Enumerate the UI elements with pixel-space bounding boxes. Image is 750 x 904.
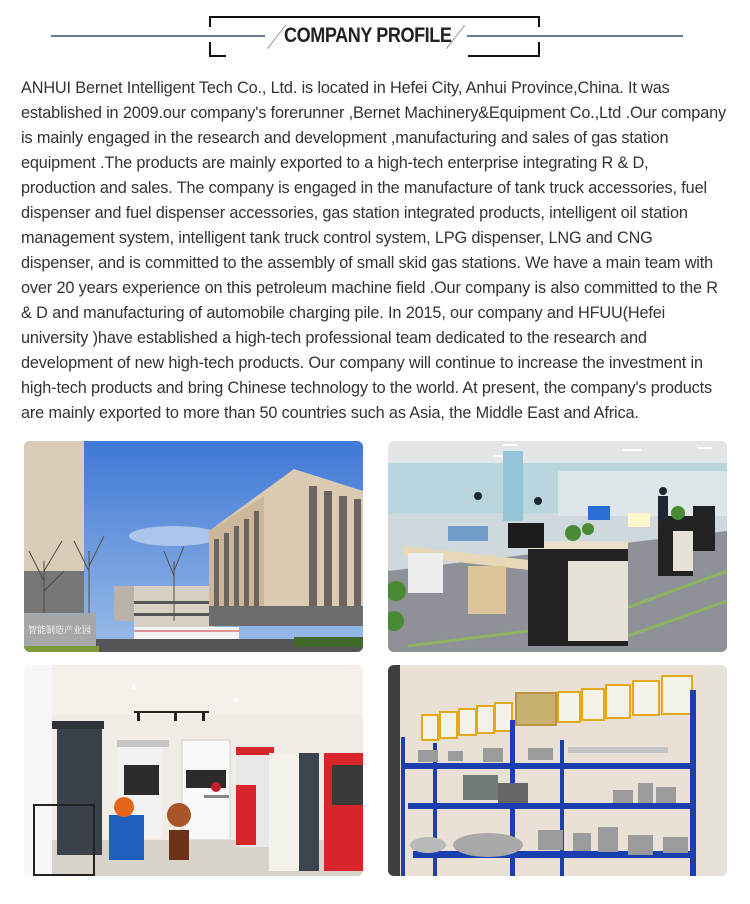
description-line: production and sales. The company is engaged in the manufacture of tank truck accessories, fuel xyxy=(21,179,707,197)
header-frame-top xyxy=(209,16,540,18)
header-frame-right-top xyxy=(538,16,540,27)
description-line: dispenser and fuel dispenser accessories, gas station integrated products, intelligent oil station xyxy=(21,204,688,222)
description-line: are mainly exported to more than 50 countries such as Asia, the Middle East and Africa. xyxy=(21,404,639,422)
header-line-right xyxy=(467,35,683,37)
company-description xyxy=(21,76,733,426)
header-line-left xyxy=(51,35,265,37)
description-line: is mainly engaged in the research and development ,manufacturing and sales of gas station xyxy=(21,129,669,147)
section-header xyxy=(0,0,750,70)
photo-dispenser-showroom xyxy=(24,665,363,876)
description-line: dispenser, and is committed to the assembly of small skid gas stations. We have a main team with xyxy=(21,254,714,272)
header-frame-bottom-right xyxy=(468,55,540,57)
header-frame-right-bottom xyxy=(538,42,540,56)
header-frame-left-top xyxy=(209,16,211,27)
office-illustration xyxy=(388,441,727,652)
shelves-illustration xyxy=(388,665,727,876)
sign-text: 智能制造产业园 xyxy=(28,626,92,636)
photo-product-shelves xyxy=(388,665,727,876)
description-line: equipment .The products are mainly exported to a high-tech enterprise integrating R & D, xyxy=(21,154,649,172)
description-line: over 20 years experience on this petroleum machine field .Our company is also committed to the R xyxy=(21,279,718,297)
description-line: & D and manufacturing of automobile charging pile. In 2015, our company and HFUU(Hefei xyxy=(21,304,666,322)
description-line: development of new high-tech products. Our company will continue to increase the investment in xyxy=(21,354,703,372)
photo-office-building xyxy=(24,441,363,652)
description-line: high-tech products and bring Chinese technology to the world. At present, the company's products xyxy=(21,379,713,397)
showroom-illustration xyxy=(24,665,363,876)
header-frame-bottom-left xyxy=(209,55,226,57)
description-line: established in 2009.our company's forerunner ,Bernet Machinery&Equipment Co.,Ltd .Our company xyxy=(21,104,727,122)
section-title: COMPANY PROFILE xyxy=(284,24,452,47)
building-illustration xyxy=(24,441,363,652)
photo-office-interior xyxy=(388,441,727,652)
description-line: management system, intelligent tank truck control system, LPG dispenser, LNG and CNG xyxy=(21,229,653,247)
description-line: ANHUI Bernet Intelligent Tech Co., Ltd. is located in Hefei City, Anhui Province,China. It was xyxy=(21,79,670,97)
description-line: university )have established a high-tech professional team dedicated to the research and xyxy=(21,329,647,347)
header-frame-left-bottom xyxy=(209,42,211,56)
